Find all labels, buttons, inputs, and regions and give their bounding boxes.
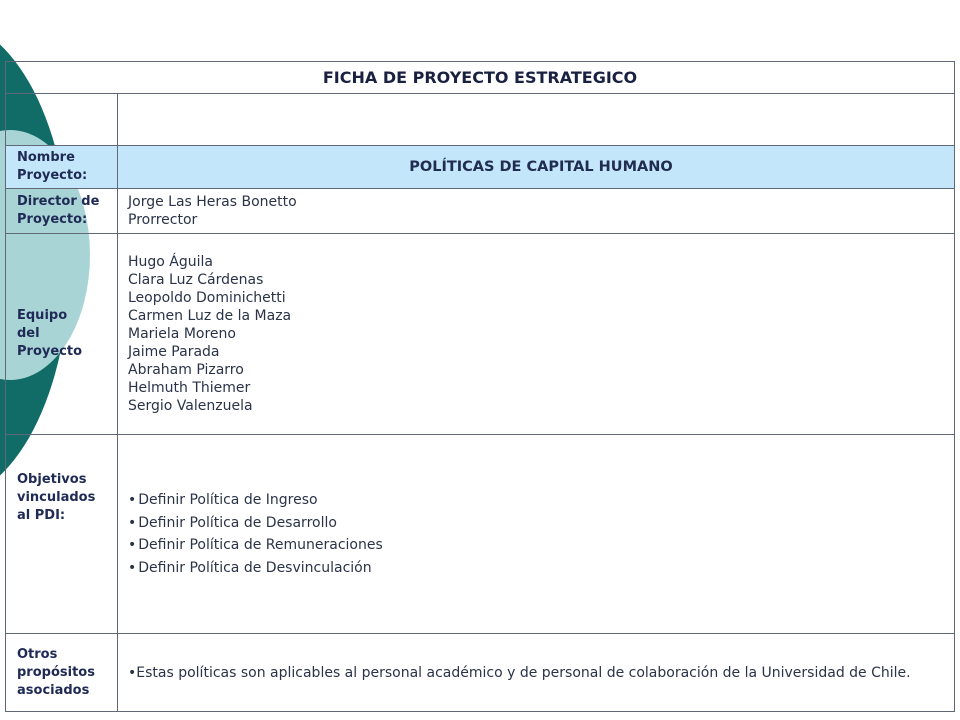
other-purposes-row xyxy=(6,634,955,712)
project-name-label: Nombre Proyecto: xyxy=(6,146,118,189)
objective-item: • Definir Política de Desarrollo xyxy=(128,512,954,535)
project-name-value: POLÍTICAS DE CAPITAL HUMANO xyxy=(118,146,955,189)
objectives-label-line: al PDI: xyxy=(17,508,66,523)
objectives-label-line: vinculados xyxy=(17,490,96,505)
other-purposes-text-content: Estas políticas son aplicables al personal académico y de personal de colaboración de la Universidad de Chile. xyxy=(136,664,911,681)
director-row xyxy=(6,189,955,234)
objectives-row xyxy=(6,435,955,634)
team-member: Helmuth Thiemer xyxy=(128,380,251,396)
blank-row xyxy=(6,94,955,146)
objective-item: • Definir Política de Desvinculación xyxy=(128,557,954,580)
team-member: Clara Luz Cárdenas xyxy=(128,272,264,288)
director-name: Jorge Las Heras Bonetto xyxy=(128,194,297,210)
other-purposes-label-line: Otros xyxy=(17,646,58,662)
project-sheet-table xyxy=(5,61,955,712)
other-purposes-text: •Estas políticas son aplicables al personal académico y de personal de colaboración de la Universidad de Chile. xyxy=(128,664,911,681)
team-member: Leopoldo Dominichetti xyxy=(128,290,286,306)
director-label: Director de Proyecto: xyxy=(6,189,118,234)
director-role: Prorrector xyxy=(128,212,198,228)
team-member: Hugo Águila xyxy=(128,254,213,270)
team-label xyxy=(6,234,118,435)
team-row xyxy=(6,234,955,435)
blank-label-cell xyxy=(6,94,118,146)
team-label-line: Proyecto xyxy=(17,344,83,359)
objectives-list-cell xyxy=(118,435,955,634)
team-member: Abraham Pizarro xyxy=(128,362,244,378)
objective-item: • Definir Política de Remuneraciones xyxy=(128,534,954,557)
objectives-label-line: Objetivos xyxy=(17,472,87,487)
sheet-title: FICHA DE PROYECTO ESTRATEGICO xyxy=(6,62,955,94)
team-label-line: del xyxy=(17,326,40,341)
other-purposes-label xyxy=(6,634,118,712)
director-value xyxy=(118,189,955,234)
team-label-line: Equipo xyxy=(17,308,68,323)
other-purposes-label-line: asociados xyxy=(17,682,90,698)
team-member: Carmen Luz de la Maza xyxy=(128,308,292,324)
team-member: Jaime Parada xyxy=(128,344,220,360)
team-member: Sergio Valenzuela xyxy=(128,398,253,414)
project-name-row xyxy=(6,146,955,189)
objectives-list xyxy=(128,489,954,579)
objective-item: • Definir Política de Ingreso xyxy=(128,489,954,512)
team-members xyxy=(118,234,955,435)
objectives-label xyxy=(6,435,118,634)
other-purposes-cell xyxy=(118,634,955,712)
team-member: Mariela Moreno xyxy=(128,326,236,342)
blank-value-cell xyxy=(118,94,955,146)
other-purposes-label-line: propósitos xyxy=(17,664,95,680)
